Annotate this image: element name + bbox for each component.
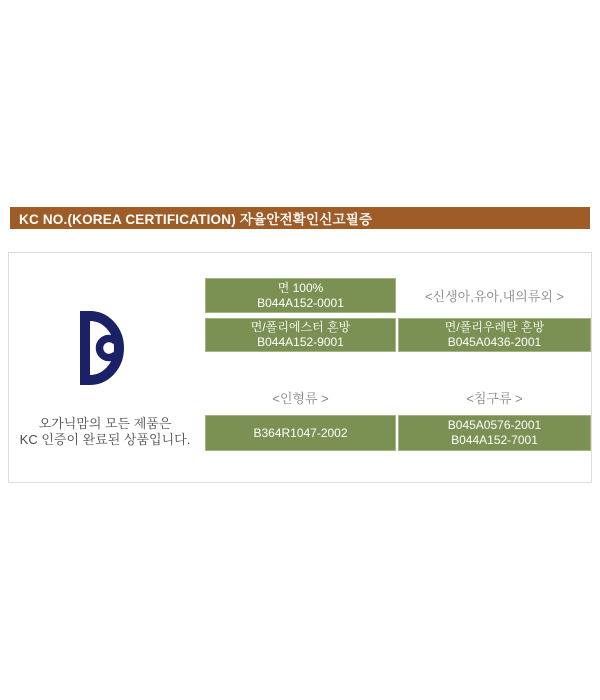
section-header-bar [10,207,590,229]
cert-badge-number: B044A152-0001 [257,295,344,310]
cert-badge-material: 면/폴리우레탄 혼방 [444,320,545,334]
category-label-newborn: <신생아,유아,내의류외 > [424,289,565,304]
kc-caption-line2: KC 인증이 완료된 상품입니다. [19,432,191,447]
cert-badge-material: 면 100% [277,280,324,295]
cert-badge-dolls [205,415,396,451]
cert-badge-number: B045A0436-2001 [447,335,542,349]
certification-panel [8,252,592,483]
kc-caption [9,416,201,448]
kc-mark-icon [80,311,126,385]
category-label-dolls: <인형류 > [272,390,329,406]
cert-badge-number: B044A152-9001 [257,335,344,349]
cert-badge-polyester-blend [205,318,396,352]
cert-badge-number: B045A0576-2001 [447,418,542,432]
kc-caption-line1: 오가닉맘의 모든 제품은 [38,416,172,431]
kc-mark-svg [80,311,126,385]
cert-badge-bedding [398,415,591,451]
cert-badge-cotton100 [205,278,396,313]
section-title: KC NO.(KOREA CERTIFICATION) 자율안전확인신고필증 [19,212,373,227]
cert-badge-number: B364R1047-2002 [253,425,348,440]
cert-badge-number: B044A152-7001 [451,433,538,447]
category-label-bedding: <침구류 > [466,390,523,406]
cert-badge-material: 면/폴리에스터 혼방 [250,320,351,334]
cert-badge-polyurethane-blend [398,318,591,352]
